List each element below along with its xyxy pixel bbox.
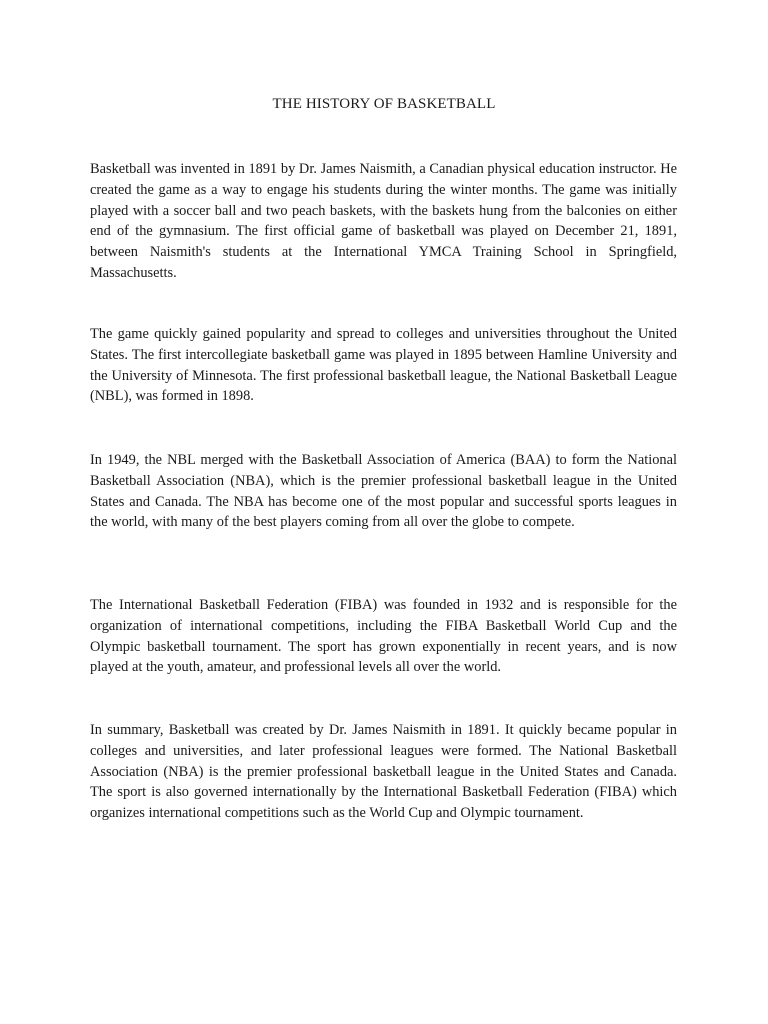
paragraph-invention: Basketball was invented in 1891 by Dr. James Naismith, a Canadian physical education instructor. He created the game as a way to engage his students during the winter months. The game was initially played with a soccer ball and two peach baskets, with the baskets hung from the balconies on either end of the gymnasium. The first official game of basketball was played on December 21, 1891, between Naismith's students at the International YMCA Training School in Springfield, Massachusetts. <box>90 161 677 281</box>
paragraph-spread: The game quickly gained popularity and spread to colleges and universities throughout the United States. The first intercollegiate basketball game was played in 1895 between Hamline University and the University of Minnesota. The first professional basketball league, the National Basketball League (NBL), was formed in 1898. <box>90 326 677 405</box>
paragraph-nba: In 1949, the NBL merged with the Basketball Association of America (BAA) to form the National Basketball Association (NBA), which is the premier professional basketball league in the United States and Canada. The NBA has become one of the most popular and successful sports leagues in the world, with many of the best players coming from all over the globe to compete. <box>90 452 677 531</box>
paragraph-fiba: The International Basketball Federation (FIBA) was founded in 1932 and is responsible for the organization of international competitions, including the FIBA Basketball World Cup and the Olympic basketball tournament. The sport has grown exponentially in recent years, and is now played at the youth, amateur, and professional levels all over the world. <box>90 597 677 676</box>
document-title: THE HISTORY OF BASKETBALL <box>272 96 496 112</box>
paragraph-summary: In summary, Basketball was created by Dr. James Naismith in 1891. It quickly became popular in colleges and universities, and later professional leagues were formed. The National Basketball Association (NBA) is the premier professional basketball league in the United States and Canada. The sport is also governed internationally by the International Basketball Federation (FIBA) which organizes international competitions such as the World Cup and Olympic tournament. <box>90 722 677 822</box>
